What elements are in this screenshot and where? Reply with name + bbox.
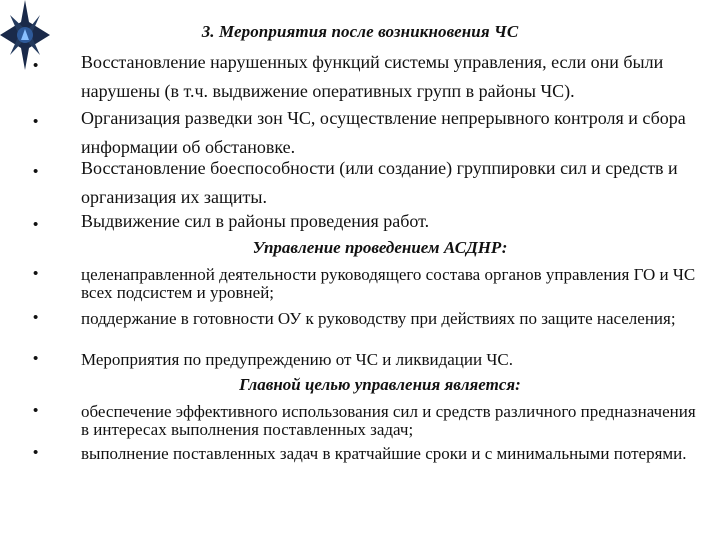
- list-item-text: Восстановление нарушенных функций системы управления, если они были нарушены (в т.ч. выдвижение оперативных групп в районы ЧС).: [81, 52, 664, 101]
- list-item-text: Восстановление боеспособности (или создание) группировки сил и средств и организация их защиты.: [81, 158, 678, 207]
- bullet: •: [33, 444, 39, 461]
- list-item-text: целенаправленной деятельности руководящего состава органов управления ГО и ЧС всех подсистем и уровней;: [81, 265, 696, 302]
- bullet: •: [33, 350, 39, 367]
- bullet: •: [33, 402, 39, 419]
- bullet: •: [33, 265, 39, 282]
- list-item: [33, 48, 706, 106]
- list-item: [33, 207, 706, 236]
- bullet: •: [33, 309, 39, 326]
- list-item-text: поддержание в готовности ОУ к руководству при действиях по защите населения;: [81, 309, 676, 328]
- page-title: 3. Мероприятия после возникновения ЧС: [201, 22, 519, 41]
- bullet: •: [33, 216, 39, 233]
- list-item-text: Мероприятия по предупреждению от ЧС и ликвидации ЧС.: [81, 350, 513, 369]
- list-item: [33, 350, 706, 369]
- list-item: [33, 309, 706, 328]
- list-item-text: обеспечение эффективного использования сил и средств различного предназначения в интересах выполнения поставленных задач;: [81, 402, 696, 439]
- list-item: [33, 154, 706, 212]
- section-subheading: Главной целью управления является:: [239, 375, 521, 394]
- list-item-text: выполнение поставленных задач в кратчайшие сроки и с минимальными потерями.: [81, 444, 687, 463]
- list-item-text: Выдвижение сил в районы проведения работ.: [81, 211, 430, 231]
- bullet: •: [33, 57, 39, 74]
- list-item-text: Организация разведки зон ЧС, осуществление непрерывного контроля и сбора информации об обстановке.: [81, 108, 686, 157]
- bullet: •: [33, 163, 39, 180]
- list-item: [33, 265, 706, 302]
- list-item: [33, 444, 706, 463]
- list-item: [33, 402, 706, 439]
- section-subheading: Управление проведением АСДНР:: [252, 238, 508, 257]
- bullet: •: [33, 113, 39, 130]
